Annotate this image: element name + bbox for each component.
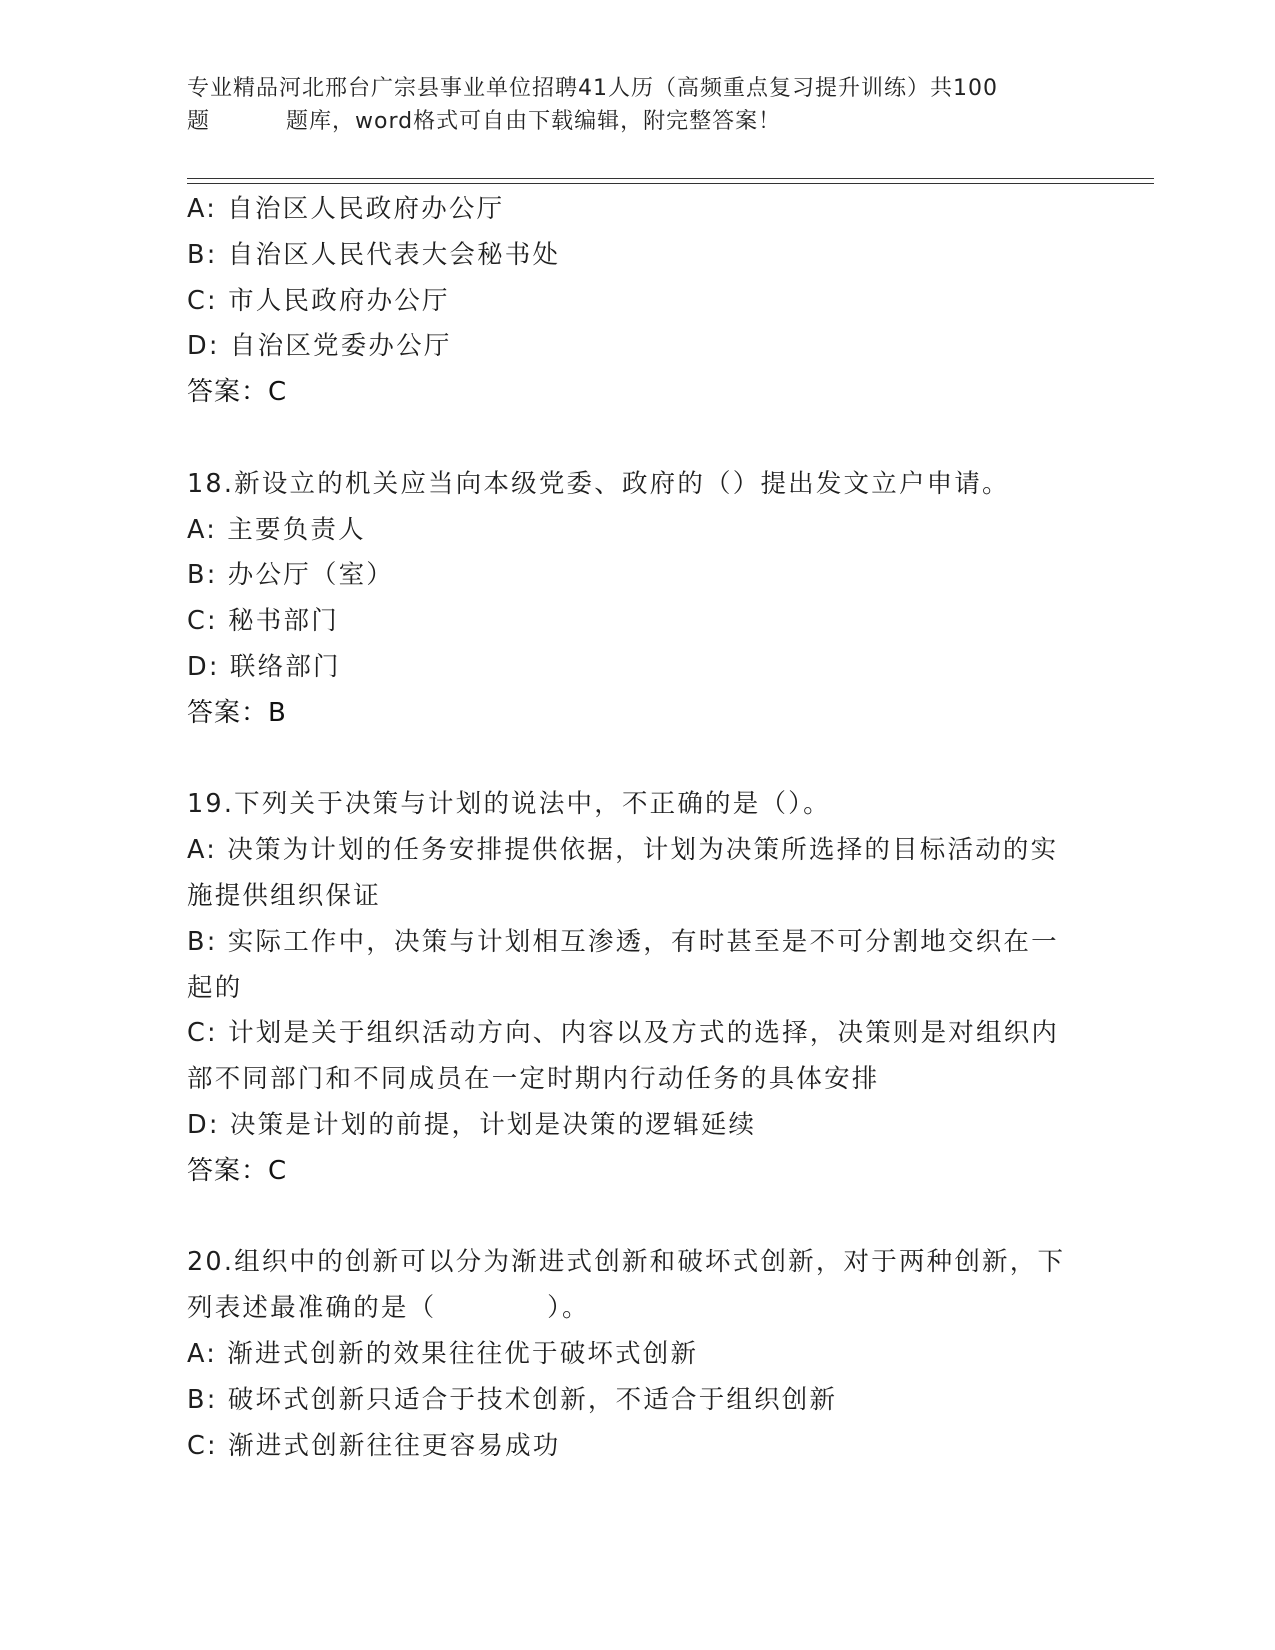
question-18 bbox=[187, 462, 1087, 737]
question-20 bbox=[187, 1240, 1087, 1469]
question-text: 18.新设立的机关应当向本级党委、政府的（）提出发文立户申请。 bbox=[187, 468, 1010, 499]
option-a: A: 自治区人民政府办公厅 bbox=[187, 194, 505, 224]
option-a: A: 决策为计划的任务安排提供依据，计划为决策所选择的目标活动的实施提供组织保证 bbox=[187, 835, 1059, 911]
question-text: 20.组织中的创新可以分为渐进式创新和破坏式创新，对于两种创新，下列表述最准确的是（ ）。 bbox=[187, 1247, 1066, 1324]
header-title-line1: 专业精品河北邢台广宗县事业单位招聘41人历（高频重点复习提升训练）共100 bbox=[187, 76, 998, 101]
option-c: C: 计划是关于组织活动方向、内容以及方式的选择，决策则是对组织内部不同部门和不同成员在一定时期内行动任务的具体安排 bbox=[187, 1018, 1060, 1095]
option-a: A: 主要负责人 bbox=[187, 514, 366, 545]
option-d: D: 决策是计划的前提，计划是决策的逻辑延续 bbox=[187, 1109, 757, 1140]
option-c: C: 秘书部门 bbox=[187, 606, 339, 637]
document-body bbox=[187, 187, 1087, 1469]
question-text: 19.下列关于决策与计划的说法中，不正确的是（）。 bbox=[187, 789, 831, 820]
header-divider-top bbox=[187, 178, 1154, 179]
option-b: B: 破坏式创新只适合于技术创新，不适合于组织创新 bbox=[187, 1384, 838, 1415]
option-a: A: 渐进式创新的效果往往优于破坏式创新 bbox=[187, 1338, 699, 1369]
option-c: C: 渐进式创新往往更容易成功 bbox=[187, 1430, 561, 1461]
header-title-line2 bbox=[187, 105, 1067, 138]
header-line2-left: 题 bbox=[187, 109, 211, 134]
answer: 答案：B bbox=[187, 697, 287, 728]
option-d: D: 联络部门 bbox=[187, 651, 341, 682]
page-header bbox=[187, 72, 1067, 138]
answer: 答案：C bbox=[187, 1155, 288, 1186]
option-b: B: 实际工作中，决策与计划相互渗透，有时甚至是不可分割地交织在一起的 bbox=[187, 926, 1059, 1003]
header-divider-bottom bbox=[187, 183, 1154, 184]
question-19 bbox=[187, 782, 1087, 1194]
header-line2-right: 题库，word格式可自由下载编辑，附完整答案！ bbox=[286, 109, 782, 134]
option-b: B: 办公厅（室） bbox=[187, 560, 394, 591]
question-17-tail bbox=[187, 187, 1087, 416]
answer: 答案：C bbox=[187, 377, 288, 408]
option-c: C: 市人民政府办公厅 bbox=[187, 285, 450, 316]
option-b: B: 自治区人民代表大会秘书处 bbox=[187, 239, 561, 270]
option-d: D: 自治区党委办公厅 bbox=[187, 331, 452, 362]
